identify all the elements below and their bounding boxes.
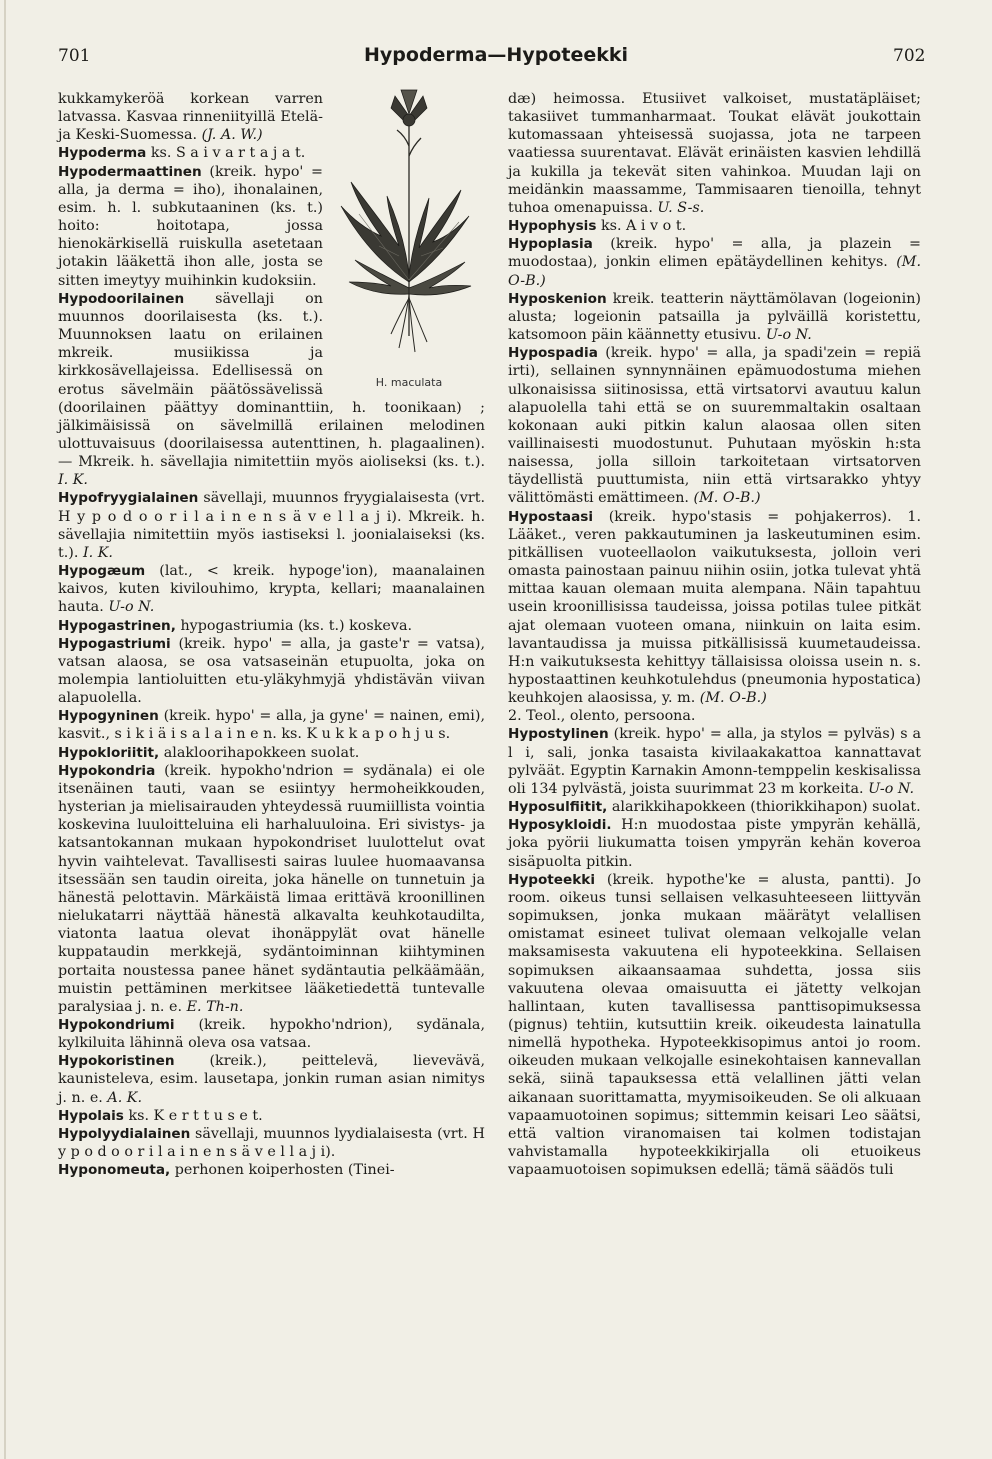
- left-column: [58, 90, 485, 1179]
- entry-text: (kreik. hypo' = alla, ja plazein = muodostaa), jonkin elimen epätäydellinen kehitys.: [508, 236, 922, 271]
- dictionary-entry: [58, 1052, 485, 1106]
- dictionary-entry: [58, 617, 485, 635]
- dictionary-entry: [508, 798, 921, 816]
- figure-caption: H. maculata: [375, 376, 443, 389]
- entry-text: (kreik. hypo' = alla, ja gyne' = nainen, emi), kasvit., s i k i ä i s a l a i n e n. ks. K u k k a p o h j u s.: [58, 708, 485, 743]
- entry-headword: Hypoderma: [58, 145, 147, 162]
- entry-headword: Hypogyninen: [58, 708, 159, 725]
- entry-headword: Hypodermaattinen: [58, 163, 202, 180]
- entry-text: (kreik. hypo'stasis = pohjakerros). 1. Lääket., veren pakkautuminen ja laskeutuminen esim. pitkällisen vuoteellaolon vaikutuksesta, jolloin veri omasta painostaan painuu niihin osiin, jotka tulevat yhtä mittaa kauan olemaan muita alempana. Näin tapahtuu usein kroonillisissa taudeissa, joissa potilas tulee pitkät ajat olemaan vuoteen omana, niinkuin on laita esim. lavantaudissa ja muissa pitkällisissä kuumetaudeissa. H:n vaikutuksesta kehittyy tällaisissa oloissa usein n. s. hypostaattinen keuhkotulehdus (pneumonia hypostatica) keuhkojen alaosissa, y. m.: [508, 508, 922, 707]
- dictionary-entry: [58, 1125, 485, 1161]
- entry-signature: (M. O-B.): [508, 254, 921, 289]
- hypochoeris-maculata-drawing: [329, 86, 489, 372]
- entry-text: ks. K e r t t u s e t.: [128, 1107, 263, 1124]
- entry-signature: (J. A. W.): [201, 127, 263, 144]
- entry-text: alarikkihapokkeen (thiorikkihapon) suolat.: [611, 799, 921, 816]
- entry-text: sävellaji on muunnos doorilaisesta (ks. t.). Muunnoksen laatu on erilainen mkreik. musiikissa ja kirkkosävellajeissa. Edellisessä on erotus sävelmäin päätössävelissä (doorilainen päättyy dominanttiin, h. toonikaan) ; jälkimäisissä on sävelmillä erilainen melodinen ulottuvaisuus (doorilaisessa autenttinen, h. plagaalinen). — Mkreik. h. sävellajia nimitettiin myös aioliseksi (ks. t.).: [58, 290, 485, 471]
- entry-text: ks. S a i v a r t a j a t.: [150, 145, 306, 162]
- entry-headword: Hypokoristinen: [58, 1053, 175, 1070]
- entry-text: (kreik. hypo' = alla, ja derma = iho), ihonalainen, esim. h. l. subkutaaninen (ks. t.) hoito: hoitotapa, jossa hienokärkisellä ruiskulla asetetaan jotakin lääkettä ihon alle, josta se sitten imeytyy muihinkin kudoksiin.: [58, 163, 323, 289]
- entry-text: (kreik. hypothe'ke = alusta, pantti). Jo room. oikeus tunsi sellaisen velkasuhteeseen liittyvän sopimuksen, jonka mukaan määrätyt velallisen omistamat esineet tulivat olemaan velkojalle velan maksamisesta vakuutena eli hypoteekkina. Sellaisen sopimuksen aikaansaamaa suhdetta, jossa siis vakuutena olevaa omaisuutta ei jätetty velkojan hallintaan, kuten tavallisessa panttisopimuksessa (pignus) tehtiin, kutsuttiin kreik. oikeudesta lainatulla nimellä hypotheka. Hypoteekkisopimus antoi jo room. oikeuden mukaan velkojalle esinekohtaisen kannevallan sekä, siinä tapauksessa että velallinen jätti velan aikanaan suorittamatta, myymisoikeuden. Se oli alkuaan vapaamuotoinen sopimus; sittemmin keisari Leo säätsi, että valtion viranomaisen tai kolmen todistajan vahvistamalla hypoteekkikirjalla oli etuoikeus vapaamuotoisen sopimuksen edellä; tämä säädös tuli: [508, 871, 921, 1179]
- entry-headword: Hypokondriumi: [58, 1016, 175, 1033]
- entry-text: H:n muodostaa piste ympyrän kehällä, joka pyörii liukumatta toisen ympyrän kehän koveroa sisäpuolta pitkin.: [508, 817, 921, 870]
- entry-headword: Hyposkenion: [508, 290, 607, 307]
- dictionary-entry: [508, 290, 921, 344]
- dictionary-entry: [508, 90, 921, 217]
- dictionary-entry: [58, 489, 485, 562]
- entry-headword: Hypofryygialainen: [58, 490, 199, 507]
- entry-signature: I. K.: [58, 472, 88, 489]
- page-number-left: 701: [58, 46, 91, 66]
- entry-signature: U-o N.: [868, 780, 914, 797]
- entry-headword: Hyposykloidi.: [508, 817, 612, 834]
- entry-text: kreik. teatterin näyttämölavan (logeionin) alusta; logeionin patsailla ja pylväillä koristettu, katsomoon päin käännetty etusivu.: [508, 290, 921, 344]
- entry-text: (kreik. hypo' = alla, ja gaste'r = vatsa), vatsan alaosa, se osa vatsaseinän etupuolta, joka on molempia lantioluitten etu-yläkyhmyjä yhdistävän viivan alapuolella.: [58, 635, 485, 707]
- dictionary-entry: [58, 744, 485, 762]
- dictionary-entry: [58, 762, 485, 1016]
- entry-headword: Hypogastrinen,: [58, 617, 176, 634]
- entry-headword: Hypoplasia: [508, 236, 593, 253]
- entry-text: (kreik. hypokho'ndrion), sydänala, kylkiluita lähinnä oleva osa vatsaa.: [58, 1016, 486, 1052]
- entry-signature: (M. O-B.): [693, 490, 761, 507]
- right-entries: [508, 90, 921, 1179]
- dictionary-entry: [58, 562, 485, 616]
- plant-illustration: [329, 86, 489, 392]
- entry-signature: E. Th-n.: [186, 998, 244, 1015]
- entry-headword: Hypostaasi: [508, 508, 593, 525]
- entry-text: perhonen koiperhosten (Tinei-: [174, 1162, 395, 1179]
- entry-text: (kreik. hypo' = alla, ja spadi'zein = repiä irti), sellainen synnynnäinen epämuodostuma miehen ulkonaisissa siitinosissa, että virtsatorvi avautuu kalun alapuolella tahi että se on suuremmaltakin osaltaan kokonaan auki pitkin kalun alaosaa ollen siten vaillinaisesti muodostunut. Puhutaan myöskin h:sta naisessa, jolla silloin tarkoitetaan virtsatorven täydellistä puuttumista, niin että virtsarakko yhtyy välittömästi emättimeen.: [508, 345, 921, 507]
- entry-text: (lat., < kreik. hypoge'ion), maanalainen kaivos, kuten kivilouhimo, krypta, kellari; maanalainen hauta.: [58, 563, 485, 616]
- entry-headword: Hypolyydialainen: [58, 1125, 191, 1142]
- dictionary-entry: [508, 235, 921, 289]
- entry-text: (kreik. hypo' = alla, ja stylos = pylväs) s a l i, sali, jonka tasaista kivilaakakattoa kannattavat pylväät. Egyptin Karnakin Amonn-temppelin keskisalissa oli 134 pylvästä, joista suurimmat 23 m korkeita.: [508, 726, 922, 797]
- dictionary-entry: [508, 508, 921, 708]
- right-column: [508, 90, 921, 1179]
- entry-headword: Hypostylinen: [508, 726, 609, 743]
- dictionary-entry: [58, 707, 485, 743]
- entry-signature: U-o N.: [108, 599, 155, 616]
- dictionary-entry: [58, 1016, 485, 1052]
- entry-text: alakloorihapokkeen suolat.: [163, 744, 360, 761]
- entry-signature: U-o N.: [765, 327, 812, 344]
- entry-text: dæ) heimossa. Etusiivet valkoiset, mustatäpläiset; takasiivet tummanharmaat. Toukat elävät joukottain kutomassaan yhteisessä suojassa, jota ne tarpeen vaatiessa suurentavat. Elävät erinäisten kasvien lehdillä ja kukilla ja tekevät siten vahinkoa. Muudan laji on meidänkin maassamme, Tammisaaren tienoilla, tehnyt tuhoa omenapuissa.: [508, 91, 921, 216]
- entry-headword: Hypoteekki: [508, 871, 595, 888]
- entry-signature: I. K.: [82, 544, 113, 561]
- entry-headword: Hypogæum: [58, 563, 146, 580]
- dictionary-entry: [508, 816, 921, 870]
- entry-headword: Hypogastriumi: [58, 635, 171, 652]
- dictionary-entry: [508, 725, 921, 798]
- entry-signature: U. S-s.: [657, 199, 705, 216]
- dictionary-entry: [508, 344, 921, 507]
- entry-text: 2. Teol., olento, persoona.: [508, 708, 696, 725]
- entry-headword: Hypokloriitit,: [58, 744, 160, 761]
- entry-headword: Hypospadia: [508, 345, 598, 362]
- entry-headword: Hyponomeuta,: [58, 1162, 171, 1179]
- entry-text: hypogastriumia (ks. t.) koskeva.: [180, 617, 413, 634]
- entry-text: sävellaji, muunnos lyydialaisesta (vrt. H y p o d o o r i l a i n e n s ä v e l l a j i).: [58, 1125, 485, 1161]
- entry-text: kukkamykeröä korkean varren latvassa. Kasvaa rinneniityillä Etelä- ja Keski-Suomessa.: [58, 91, 323, 144]
- entry-text: (kreik.), peittelevä, lievevävä, kaunisteleva, esim. lausetapa, jonkin ruman asian nimitys j. n. e.: [58, 1053, 486, 1106]
- entry-headword: Hypodoorilainen: [58, 290, 185, 307]
- dictionary-entry: [58, 1107, 485, 1125]
- entry-signature: A. K.: [107, 1089, 143, 1106]
- entry-headword: Hypolais: [58, 1107, 124, 1124]
- dictionary-entry: [508, 707, 921, 725]
- running-title: Hypoderma—Hypoteekki: [364, 44, 628, 66]
- page-edge: [4, 0, 6, 1459]
- entry-signature: (M. O-B.): [699, 690, 767, 707]
- page-header: [0, 46, 992, 76]
- entry-headword: Hyposulfiitit,: [508, 799, 608, 816]
- dictionary-entry: [58, 1161, 485, 1179]
- entry-headword: Hypophysis: [508, 218, 597, 235]
- entry-text: (kreik. hypokho'ndrion = sydänala) ei ole itsenäinen tauti, vaan se esiintyy hermoheikkouden, hysterian ja mielisairauden yhteydessä ruumiillista vointia koskevina luuloitteluina eli harhaluuloina. Eri sivistys- ja katsantokannan mukaan hypokondriset luulottelut ovat hyvin vaihtelevat. Tavallisesti sairas luulee huomaavansa itsessään sen taudin oireita, joka hänelle on tunnetuin ja hänestä pelottavin. Märkäistä limaa erittävä kroonillinen nielukatarri näyttää hänestä alkavalta keuhkotaudilta, viatonta laatua olevat ihonäppylät ovat hänelle kuppataudin merkkejä, sydäntoiminnan kiihtyminen portaita noustessa panee hänet sydäntautia pelkäämään, muistin pettäminen merkitsee lääketiedettä tuntevalle paralysiaa j. n. e.: [58, 762, 485, 1015]
- dictionary-entry: [508, 871, 921, 1180]
- entry-text: sävellaji, muunnos fryygialaisesta (vrt. H y p o d o o r i l a i n e n s ä v e l l a j i). Mkreik. h. sävellajia nimitettiin myös iastiseksi l. joonialaiseksi (ks. t.).: [58, 490, 486, 561]
- dictionary-entry: [58, 635, 485, 708]
- page-number-right: 702: [893, 46, 926, 66]
- entry-headword: Hypokondria: [58, 762, 156, 779]
- dictionary-entry: [508, 217, 921, 235]
- entry-text: ks. A i v o t.: [600, 218, 687, 235]
